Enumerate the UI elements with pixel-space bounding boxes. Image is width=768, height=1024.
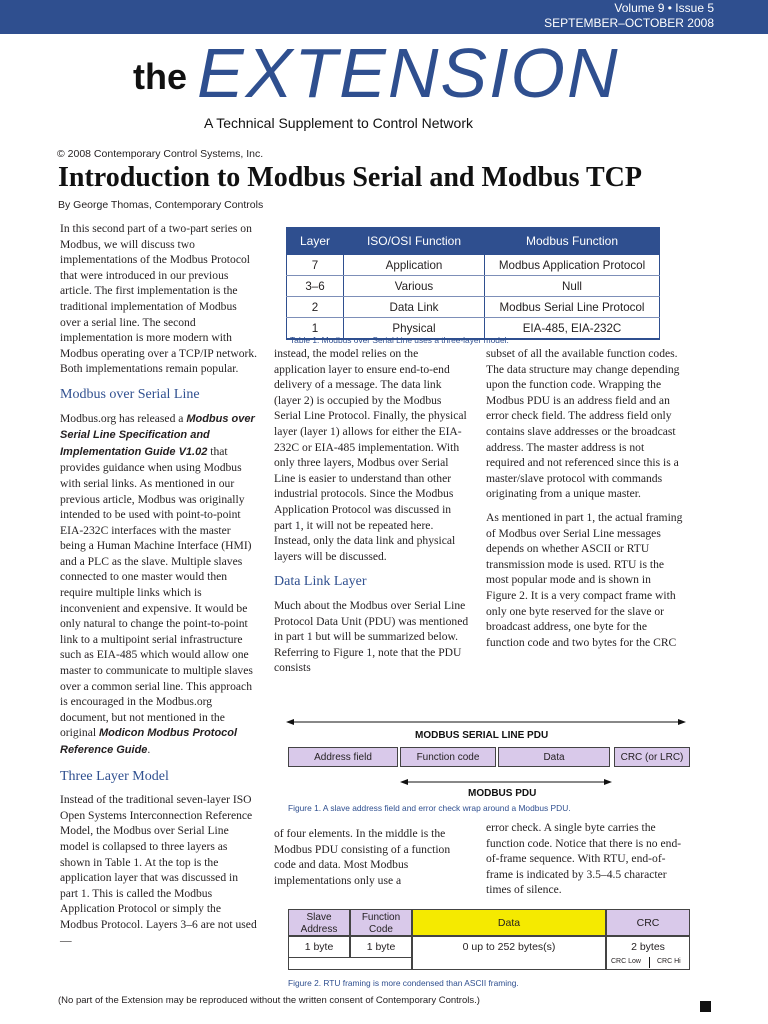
- section-heading: Three Layer Model: [60, 768, 169, 784]
- column-3: [486, 346, 684, 658]
- logo-extension: EXTENSION: [197, 34, 620, 112]
- paragraph: error check. A single byte carries the function code. Notice that there is no end-of-frame sequence. With RTU, end-of-frame is indicated by 3.5–4.5 character times of silence.: [486, 821, 682, 897]
- byline: By George Thomas, Contemporary Controls: [58, 199, 264, 211]
- figure-1-top-label: MODBUS SERIAL LINE PDU: [415, 730, 549, 741]
- fig2-crc-value: 2 bytes CRC Low CRC Hi: [606, 936, 690, 970]
- volume-issue: Volume 9 • Issue 5: [614, 1, 714, 15]
- column-3-continued: [486, 820, 684, 906]
- paragraph: Instead of the traditional seven-layer ISO Open Systems Interconnection Reference Model, the Modbus over Serial Line model is collapsed to three layers as shown in Table 1. At the top is the application layer that was discussed in part 1. This is called the Modbus Application Protocol or simply the Modbus Protocol. Layers 3–6 are not used —: [60, 793, 257, 947]
- paragraph: Modbus.org has released a Modbus over Serial Line Specification and Implementation Guide V1.02 that provides guidance when using Modbus with serial links. As mentioned in our previous article, Modbus was originally intended to be used with point-to-point EIA-232C interfaces with the master being a Human Machine Interface (HMI) and a PLC as the slave. Multiple slaves connected to one master would then require multiple links which is inconvenient and expensive. It would be only natural to change the point-to-point link to a multipoint serial infrastructure such as EIA-485 which would allow one master to communicate to multiple slaves over a common serial line. This approach is encouraged in the Modbus.org document, but not mentioned in the original Modicon Modbus Protocol Reference Guide.: [60, 411, 255, 756]
- fig2-left-filler: [288, 958, 412, 970]
- field-data: Data: [498, 747, 610, 767]
- crc-divider: [649, 957, 650, 968]
- table-header: Modbus Function: [485, 228, 660, 255]
- fig2-function-code-value: 1 byte: [350, 936, 412, 958]
- table-1: [286, 227, 660, 340]
- column-1: [60, 221, 258, 956]
- tagline: A Technical Supplement to Control Network: [204, 115, 473, 131]
- fig2-data-header: Data: [412, 909, 606, 936]
- issue-info: [544, 1, 714, 31]
- copyright: © 2008 Contemporary Control Systems, Inc.: [57, 148, 264, 160]
- field-function-code: Function code: [400, 747, 496, 767]
- figure-1-caption: Figure 1. A slave address field and error check wrap around a Modbus PDU.: [288, 803, 571, 813]
- section-heading: Modbus over Serial Line: [60, 386, 200, 402]
- field-address: Address field: [288, 747, 398, 767]
- fig2-crc-header: CRC: [606, 909, 690, 936]
- table-header: ISO/OSI Function: [344, 228, 485, 255]
- paragraph: subset of all the available function codes. The data structure may change depending upon the function code. Wrapping the Modbus PDU is an address field and an error check field. The address field only contains slave addresses or the broadcast address. The master address is not required and not referenced since this is a master/slave protocol with commands originating from a unique master.: [486, 347, 680, 501]
- fig2-slave-address-value: 1 byte: [288, 936, 350, 958]
- fig2-function-code-header: Function Code: [350, 909, 412, 936]
- crc-low-label: CRC Low: [611, 958, 641, 965]
- table-row: 7 Application Modbus Application Protocol: [287, 255, 660, 276]
- footer-notice: (No part of the Extension may be reproduced without the written consent of Contemporary Controls.): [58, 995, 480, 1006]
- logo-the: the: [133, 56, 187, 97]
- paragraph: instead, the model relies on the application layer to ensure end-to-end delivery of a message. The data link (layer 2) is occupied by the Modbus Serial Line Protocol. Finally, the physical layer (layer 1) allows for either the EIA-232C or EIA-485 implementation. With only three layers, Modbus over Serial Line is easier to understand than other industrial protocols. Since the Modbus Application Protocol was discussed in part 1, it will not be repeated here. Instead, only the data link and physical layers will be discussed.: [274, 347, 467, 563]
- field-crc: CRC (or LRC): [614, 747, 690, 767]
- paragraph: As mentioned in part 1, the actual framing of Modbus over Serial Line messages depends on whether ASCII or RTU transmission mode is used. RTU is the most popular mode and is shown in Figure 2. It is a very compact frame with only one byte reserved for the slave or broadcast address, one byte for the function code and two bytes for the CRC: [486, 510, 683, 649]
- fig2-slave-address-header: Slave Address: [288, 909, 350, 936]
- reference-title: Modicon Modbus Protocol Reference Guide: [60, 727, 238, 756]
- figure-1-bottom-label: MODBUS PDU: [468, 788, 537, 799]
- section-heading: Data Link Layer: [274, 574, 367, 590]
- spec-title: Modbus over Serial Line Specification and Implementation Guide V1.02: [60, 412, 255, 458]
- paragraph: of four elements. In the middle is the Modbus PDU consisting of a function code and data. Most Modbus implementations only use a: [274, 827, 451, 887]
- figure-2-caption: Figure 2. RTU framing is more condensed than ASCII framing.: [288, 978, 519, 988]
- column-2: [274, 346, 470, 684]
- end-mark: [700, 1001, 711, 1012]
- paragraph: In this second part of a two-part series on Modbus, we will discuss two implementations of the Modbus Protocol that were introduced in our previous article. The first implementation is the traditional implementation of Modbus over a serial line. The second implementation is more modern with Modbus operating over a TCP/IP network. Both implementations remain popular.: [60, 222, 258, 376]
- table-row: 3–6 Various Null: [287, 276, 660, 297]
- fig2-data-value: 0 up to 252 bytes(s): [412, 936, 606, 970]
- table-row: 1 Physical EIA-485, EIA-232C: [287, 318, 660, 340]
- table-row: 2 Data Link Modbus Serial Line Protocol: [287, 297, 660, 318]
- table-1-caption: Table 1. Modbus over Serial Line uses a three-layer model.: [290, 335, 509, 345]
- column-2-continued: [274, 826, 470, 896]
- table-header: Layer: [287, 228, 344, 255]
- issue-date: SEPTEMBER–OCTOBER 2008: [544, 16, 714, 30]
- crc-hi-label: CRC Hi: [657, 958, 681, 965]
- article-title: Introduction to Modbus Serial and Modbus TCP: [58, 162, 642, 193]
- paragraph: Much about the Modbus over Serial Line Protocol Data Unit (PDU) was mentioned in part 1 but will be summarized below. Referring to Figure 1, note that the PDU consists: [274, 598, 469, 675]
